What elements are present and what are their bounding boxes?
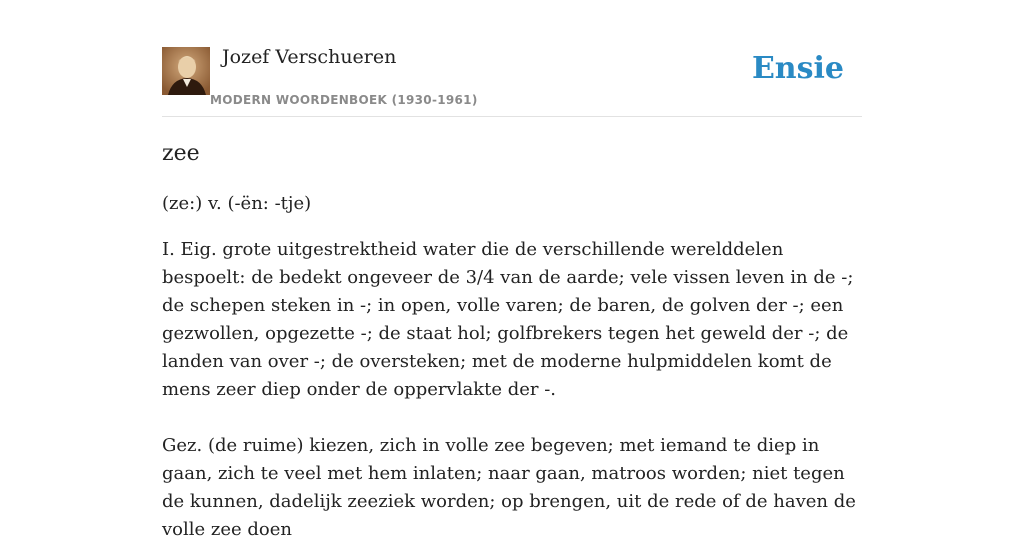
entry-content xyxy=(162,138,862,544)
definition-paragraph: Gez. (de ruime) kiezen, zich in volle zee begeven; met iemand te diep in gaan, zich te veel met hem inlaten; naar gaan, matroos worden; niet tegen de kunnen, dadelijk zeeziek worden; op brengen, uit de rede of de haven de volle zee doen xyxy=(162,435,856,540)
definition-paragraph: I. Eig. grote uitgestrektheid water die de verschillende werelddelen bespoelt: de bedekt ongeveer de 3/4 van de aarde; vele vissen leven in de -; de schepen steken in -; in open, volle varen; de baren, de golven der -; een gezwollen, opgezette -; de staat hol; golfbrekers tegen het geweld der -; de landen van over -; de oversteken; met de moderne hulpmiddelen komt de mens zeer diep onder de oppervlakte der -. xyxy=(162,239,854,400)
page-header xyxy=(162,40,862,117)
source-label[interactable]: MODERN WOORDENBOEK (1930-1961) xyxy=(210,93,478,107)
author-avatar[interactable] xyxy=(162,47,210,95)
entry-pronunciation: (ze:) v. (-ën: -tje) xyxy=(162,193,312,214)
entry-term: zee xyxy=(162,141,200,166)
author-name[interactable]: Jozef Verschueren xyxy=(222,46,397,68)
author-portrait-image xyxy=(162,47,210,95)
ensie-logo[interactable]: Ensie xyxy=(751,51,844,86)
